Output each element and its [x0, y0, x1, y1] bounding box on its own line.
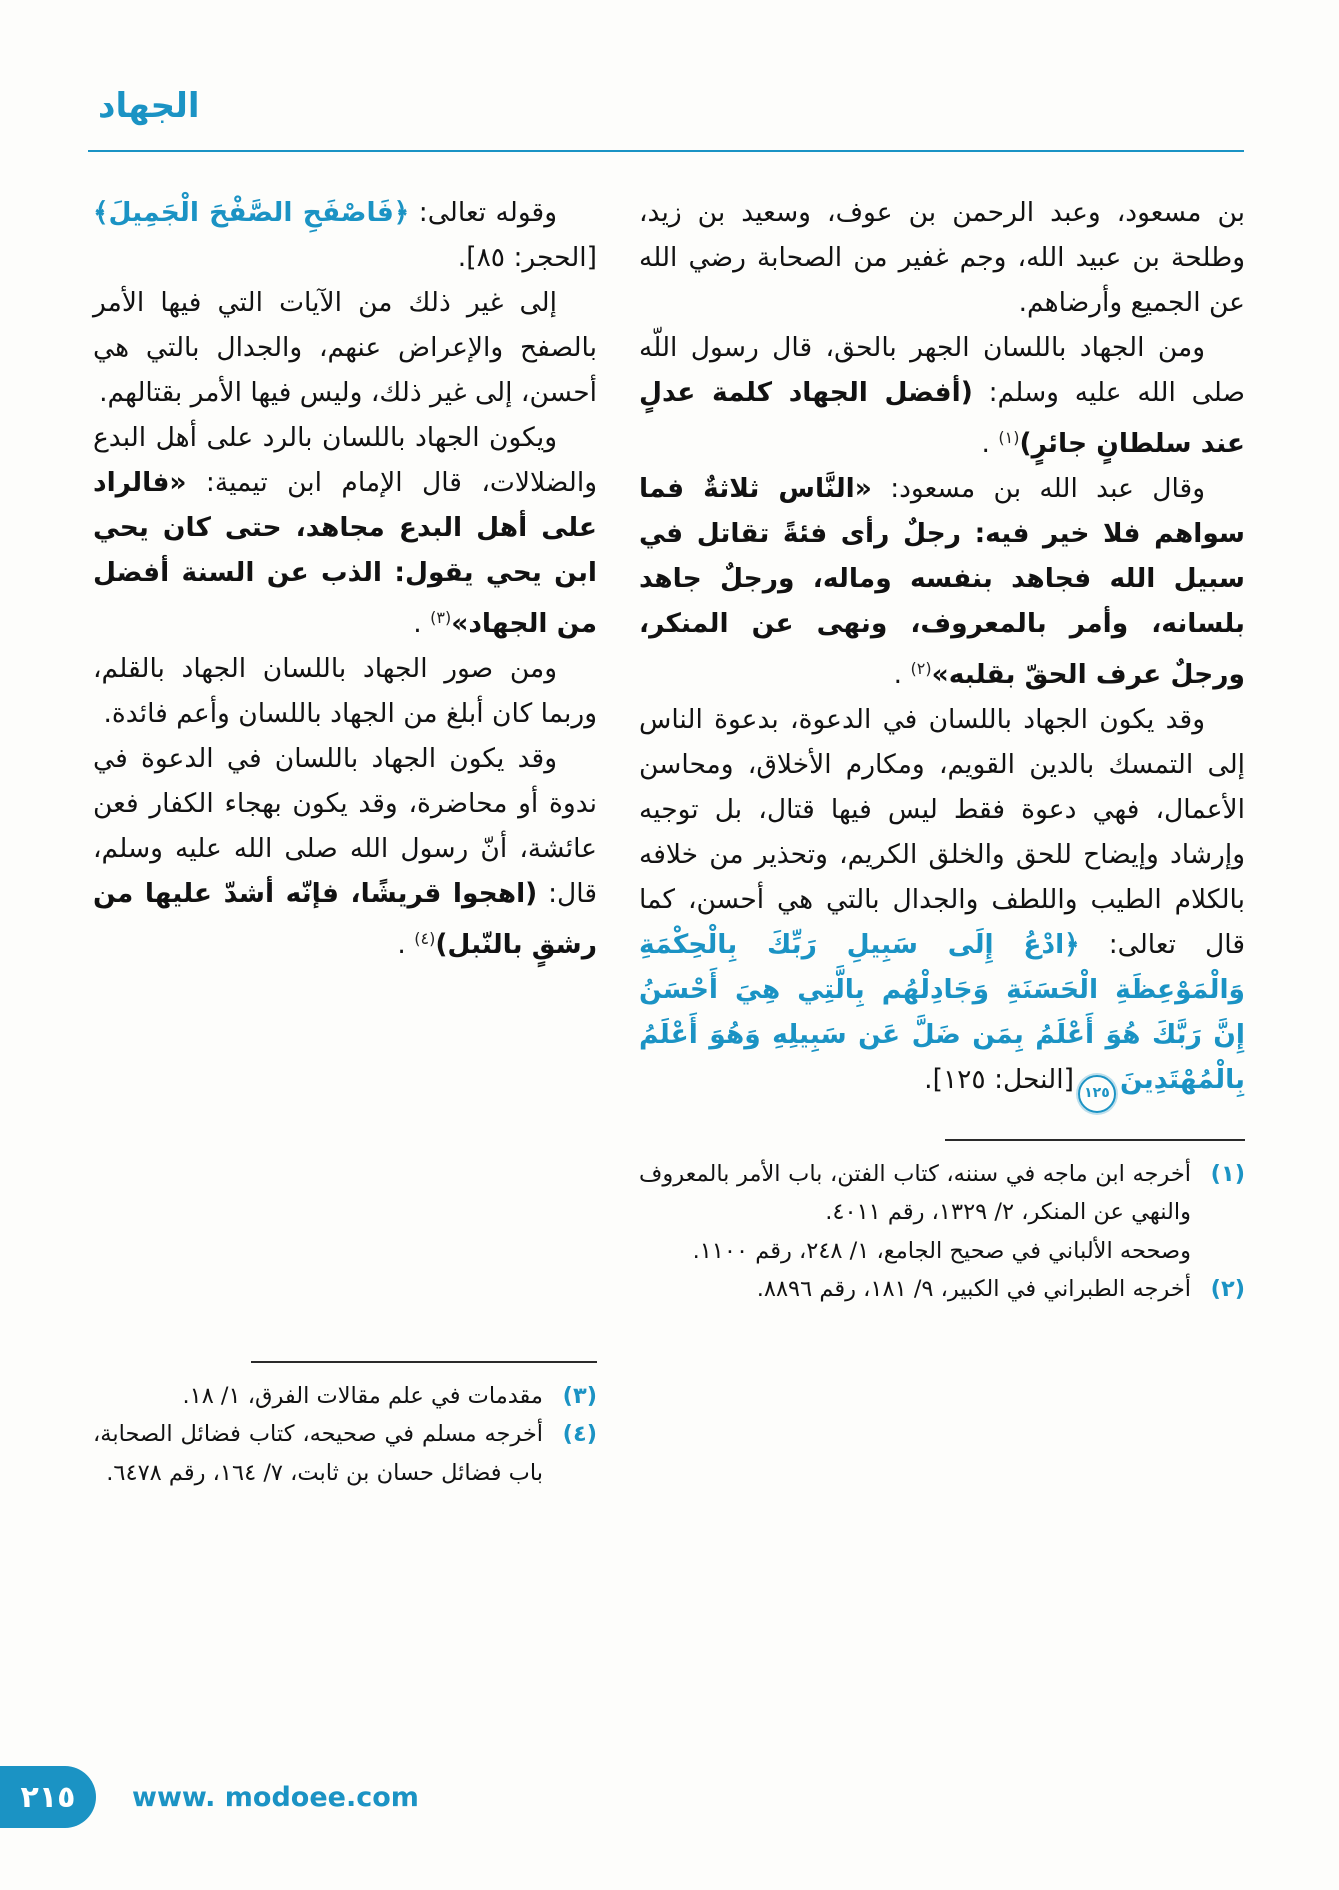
quote-text: «النَّاس ثلاثةٌ فما سواهم فلا خير فيه: رجلٌ رأى فئةً تقاتل في سبيل الله فجاهد بنفسه وماله، ورجلٌ جاهد بلسانه، وأمر بالمعروف، ونهى عن المنكر، ورجلٌ عرف الحقّ بقلبه» — [639, 473, 1245, 690]
footnote-reference: (٤) — [414, 929, 436, 948]
paragraph — [93, 190, 597, 280]
paragraph — [93, 646, 597, 736]
left-column — [93, 190, 597, 1492]
body-text: وقد يكون الجهاد باللسان في الدعوة في ندوة أو محاضرة، وقد يكون بهجاء الكفار فعن عائشة، أنّ رسول الله صلى الله عليه وسلم، قال: — [93, 743, 597, 909]
body-text: إلى غير ذلك من الآيات التي فيها الأمر بالصفح والإعراض عنهم، والجدال بالتي هي أحسن، إلى غير ذلك، وليس فيها الأمر بقتالهم. — [93, 287, 597, 408]
paragraph — [639, 190, 1245, 325]
quote-text: «فالراد على أهل البدع مجاهد، حتى كان يحي ابن يحي يقول: الذب عن السنة أفضل من الجهاد» — [93, 467, 597, 639]
footnote-separator — [945, 1139, 1245, 1141]
hadith-text: (أفضل الجهاد كلمة عدلٍ عند سلطانٍ جائرٍ) — [639, 377, 1245, 459]
body-text: . — [893, 659, 911, 690]
footnote-text: أخرجه الطبراني في الكبير، ٩/ ١٨١، رقم ٨٨٩٦. — [756, 1276, 1191, 1302]
verse-reference: [الحجر: ٨٥]. — [457, 242, 597, 273]
footnote-number: (٣) — [562, 1382, 597, 1409]
body-text: وقال عبد الله بن مسعود: — [871, 473, 1205, 504]
body-text: . — [413, 608, 431, 639]
footnote — [93, 1415, 597, 1492]
footnote-number — [1199, 1232, 1245, 1271]
body-text: ومن صور الجهاد باللسان الجهاد بالقلم، وربما كان أبلغ من الجهاد باللسان وأعم فائدة. — [93, 653, 597, 729]
footnote — [639, 1270, 1245, 1309]
body-text: . — [981, 428, 999, 459]
paragraph — [639, 466, 1245, 697]
footnote-text: أخرجه مسلم في صحيحه، كتاب فضائل الصحابة، باب فضائل حسان بن ثابت، ٧/ ١٦٤، رقم ٦٤٧٨. — [93, 1421, 543, 1486]
quran-verse: ﴿فَاصْفَحِ الصَّفْحَ الْجَمِيلَ﴾ — [93, 197, 410, 228]
page-number-tab — [0, 1766, 96, 1828]
footnote-continuation — [639, 1232, 1245, 1271]
page-header-title: الجهاد — [98, 86, 200, 126]
website-text: www. modoee.com — [132, 1782, 419, 1813]
hadith-text: (اهجوا قريشًا، فإنّه أشدّ عليها من رشقٍ بالنّبل) — [93, 878, 597, 960]
body-text: بن مسعود، وعبد الرحمن بن عوف، وسعيد بن زيد، وطلحة بن عبيد الله، وجم غفير من الصحابة رضي الله عن الجميع وأرضاهم. — [639, 197, 1245, 318]
paragraph — [93, 280, 597, 415]
right-column — [639, 190, 1245, 1492]
footnotes-left — [93, 1361, 597, 1493]
quran-verse: ﴿ادْعُ إِلَى سَبِيلِ رَبِّكَ بِالْحِكْمَةِ وَالْمَوْعِظَةِ الْحَسَنَةِ وَجَادِلْهُم بِالَّتِي هِيَ أَحْسَنُ إِنَّ رَبَّكَ هُوَ أَعْلَمُ بِمَن ضَلَّ عَن سَبِيلِهِ وَهُوَ أَعْلَمُ بِالْمُهْتَدِينَ — [639, 929, 1245, 1095]
footnote — [639, 1155, 1245, 1232]
body-text: ومن الجهاد باللسان الجهر بالحق، قال رسول اللّه صلى الله عليه وسلم: — [639, 332, 1245, 408]
footnote-separator — [251, 1361, 597, 1363]
footnote-number: (٤) — [562, 1421, 597, 1447]
paragraph — [639, 325, 1245, 466]
body-text: ويكون الجهاد باللسان بالرد على أهل البدع والضلالات، قال الإمام ابن تيمية: — [93, 422, 597, 498]
verse-reference: [النحل: ١٢٥]. — [924, 1064, 1074, 1095]
text-columns — [93, 190, 1245, 1492]
footnote-text: وصححه الألباني في صحيح الجامع، ١/ ٢٤٨، رقم ١١٠٠. — [692, 1237, 1191, 1264]
header-divider-rule — [88, 150, 1244, 152]
footnote-number: (٢) — [1210, 1276, 1245, 1302]
body-text: وقد يكون الجهاد باللسان في الدعوة، بدعوة الناس إلى التمسك بالدين القويم، ومكارم الأخلاق، ومحاسن الأعمال، فهي دعوة فقط ليس فيها قتال، بل توجيه وإرشاد وإيضاح للحق والخلق الكريم، وتحذير من خلافه بالكلام الطيب واللطف والجدال بالتي هي أحسن، كما قال تعالى: — [639, 704, 1245, 960]
body-text: . — [397, 929, 415, 960]
page-number: ٢١٥ — [20, 1779, 76, 1815]
footnote-reference: (٢) — [910, 659, 932, 678]
footnote-text: أخرجه ابن ماجه في سننه، كتاب الفتن، باب الأمر بالمعروف والنهي عن المنكر، ٢/ ١٣٢٩، رقم ٤٠١١. — [639, 1160, 1191, 1225]
footnote — [93, 1377, 597, 1416]
footnote-reference: (٣) — [430, 608, 452, 627]
body-text: وقوله تعالى: — [409, 197, 557, 228]
paragraph — [93, 415, 597, 646]
paragraph — [93, 736, 597, 967]
footnote-reference: (١) — [998, 428, 1020, 447]
footnote-number: (١) — [1210, 1160, 1245, 1187]
footnotes-right — [639, 1155, 1245, 1309]
ayah-end-ornament: ١٢٥ — [1078, 1075, 1116, 1113]
footnote-text: مقدمات في علم مقالات الفرق، ١/ ١٨. — [182, 1382, 543, 1409]
paragraph — [639, 697, 1245, 1113]
